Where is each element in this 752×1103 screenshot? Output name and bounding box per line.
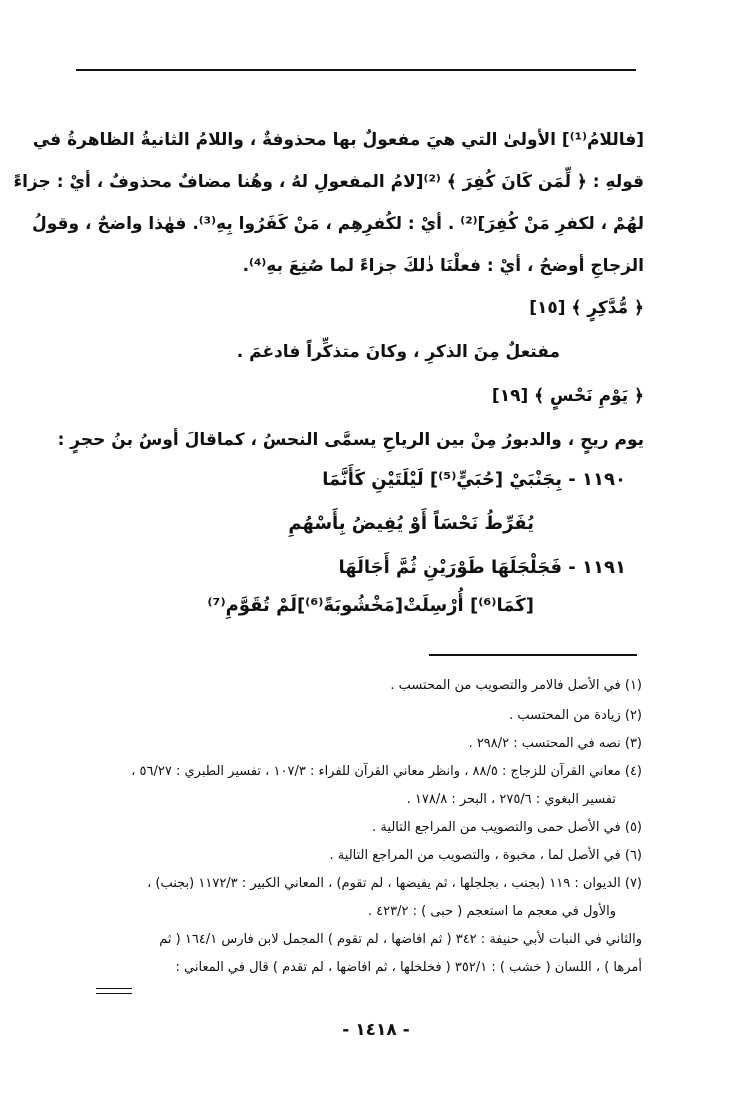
footnote: (٣) نصه في المحتسب : ٢٩٨/٢ . <box>468 736 642 751</box>
poem-verse: [كَمَا⁽⁶⁾] أُرْسِلَتْ[مَخْشُوبَةً⁽⁶⁾]لَمْ تُقَوَّمِ⁽⁷⁾ <box>207 595 534 616</box>
text-line: مفتعلٌ مِنَ الذكرِ ، وكانَ متذكِّراً فادغمَ . <box>236 342 560 362</box>
header-rule <box>76 69 636 71</box>
footnote: (١) في الأصل فالامر والتصويب من المحتسب . <box>390 678 642 693</box>
page-number: - ١٤١٨ - <box>342 1020 410 1040</box>
text-line: الزجاجِ أوضحُ ، أيْ : فعلْنَا ذٰلكَ جزاءً لما صُنِعَ بهِ⁽⁴⁾. <box>242 256 644 276</box>
footnote-continued: أمرها ) ، اللسان ( خشب ) : ٣٥٢/١ ( فخلخلها ، ثم افاضها ، لم تقدم ) قال في المعاني : <box>175 960 642 975</box>
footnote: (٦) في الأصل لما ، مخبوة ، والتصويب من المراجع التالية . <box>329 848 642 863</box>
footnote: (٥) في الأصل حمى والتصويب من المراجع التالية . <box>372 820 642 835</box>
poem-verse: ١١٩٠ - بِجَنْبَيْ [حُبَيٍّ⁽⁵⁾] لَيْلَتَيْنِ كَأَنَّمَا <box>322 469 626 490</box>
footnote: (٢) زيادة من المحتسب . <box>509 708 642 723</box>
text-line: قولهِ : ﴿ لِّمَن كَانَ كُفِرَ ﴾ ⁽²⁾[لامُ المفعولِ لهُ ، وهُنا مضافٌ محذوفٌ ، أيْ : جزاءً <box>13 172 644 192</box>
poem-verse: يُفَرِّطُ نَحْسَاً أَوْ يُفِيضُ بِأَسْهُمِ <box>288 513 534 534</box>
footnote-continued: والأول في معجم ما استعجم ( حبى ) : ٤٢٣/٢ . <box>367 904 616 919</box>
text-line: [فاللامُ⁽¹⁾] الأولىٰ التي هيَ مفعولٌ بها محذوفةٌ ، واللامُ الثانيةُ الظاهرةُ في <box>32 130 644 150</box>
text-line: لهُمْ ، لكفرِ مَنْ كُفِرَ]⁽²⁾ . أيْ : لكُفرِهِم ، مَنْ كَفَرُوا بِهِ⁽³⁾. فهٰذا واضحٌ ، وقولُ <box>32 214 644 234</box>
continuation-mark <box>96 988 132 994</box>
footnote: (٤) معاني القرآن للزجاج : ٨٨/٥ ، وانظر معاني القرآن للفراء : ١٠٧/٣ ، تفسير الطبري : ٥٦/٢٧ ، <box>131 764 642 779</box>
footnote-rule <box>429 654 637 656</box>
poem-verse: ١١٩١ - فَجَلْجَلَهَا طَوْرَيْنِ ثُمَّ أَجَالَهَا <box>338 557 626 578</box>
footnote-continued: تفسير البغوي : ٢٧٥/٦ ، البحر : ١٧٨/٨ . <box>406 792 616 807</box>
verse-heading: ﴿ يَوْمِ نَحْسٍ ﴾ [١٩] <box>491 386 644 406</box>
footnote-continued: والثاني في النبات لأبي حنيفة : ٣٤٢ ( ثم افاضها ، لم تقوم ) المجمل لابن فارس ١٦٤/١ ( ثم <box>159 932 642 947</box>
verse-heading: ﴿ مُّدَّكِرٍ ﴾ [١٥] <box>529 298 644 318</box>
footnote: (٧) الديوان : ١١٩ (بجنب ، بجلجلها ، ثم يفيضها ، لم تقوم) ، المعاني الكبير : ١١٧٢/٣ (بجنب) ، <box>147 876 642 891</box>
text-line: يوم ريحٍ ، والدبورُ مِنْ بين الرياحِ يسمَّى النحسُ ، كماقالَ أوسُ بنُ حجرٍ : <box>57 430 644 450</box>
